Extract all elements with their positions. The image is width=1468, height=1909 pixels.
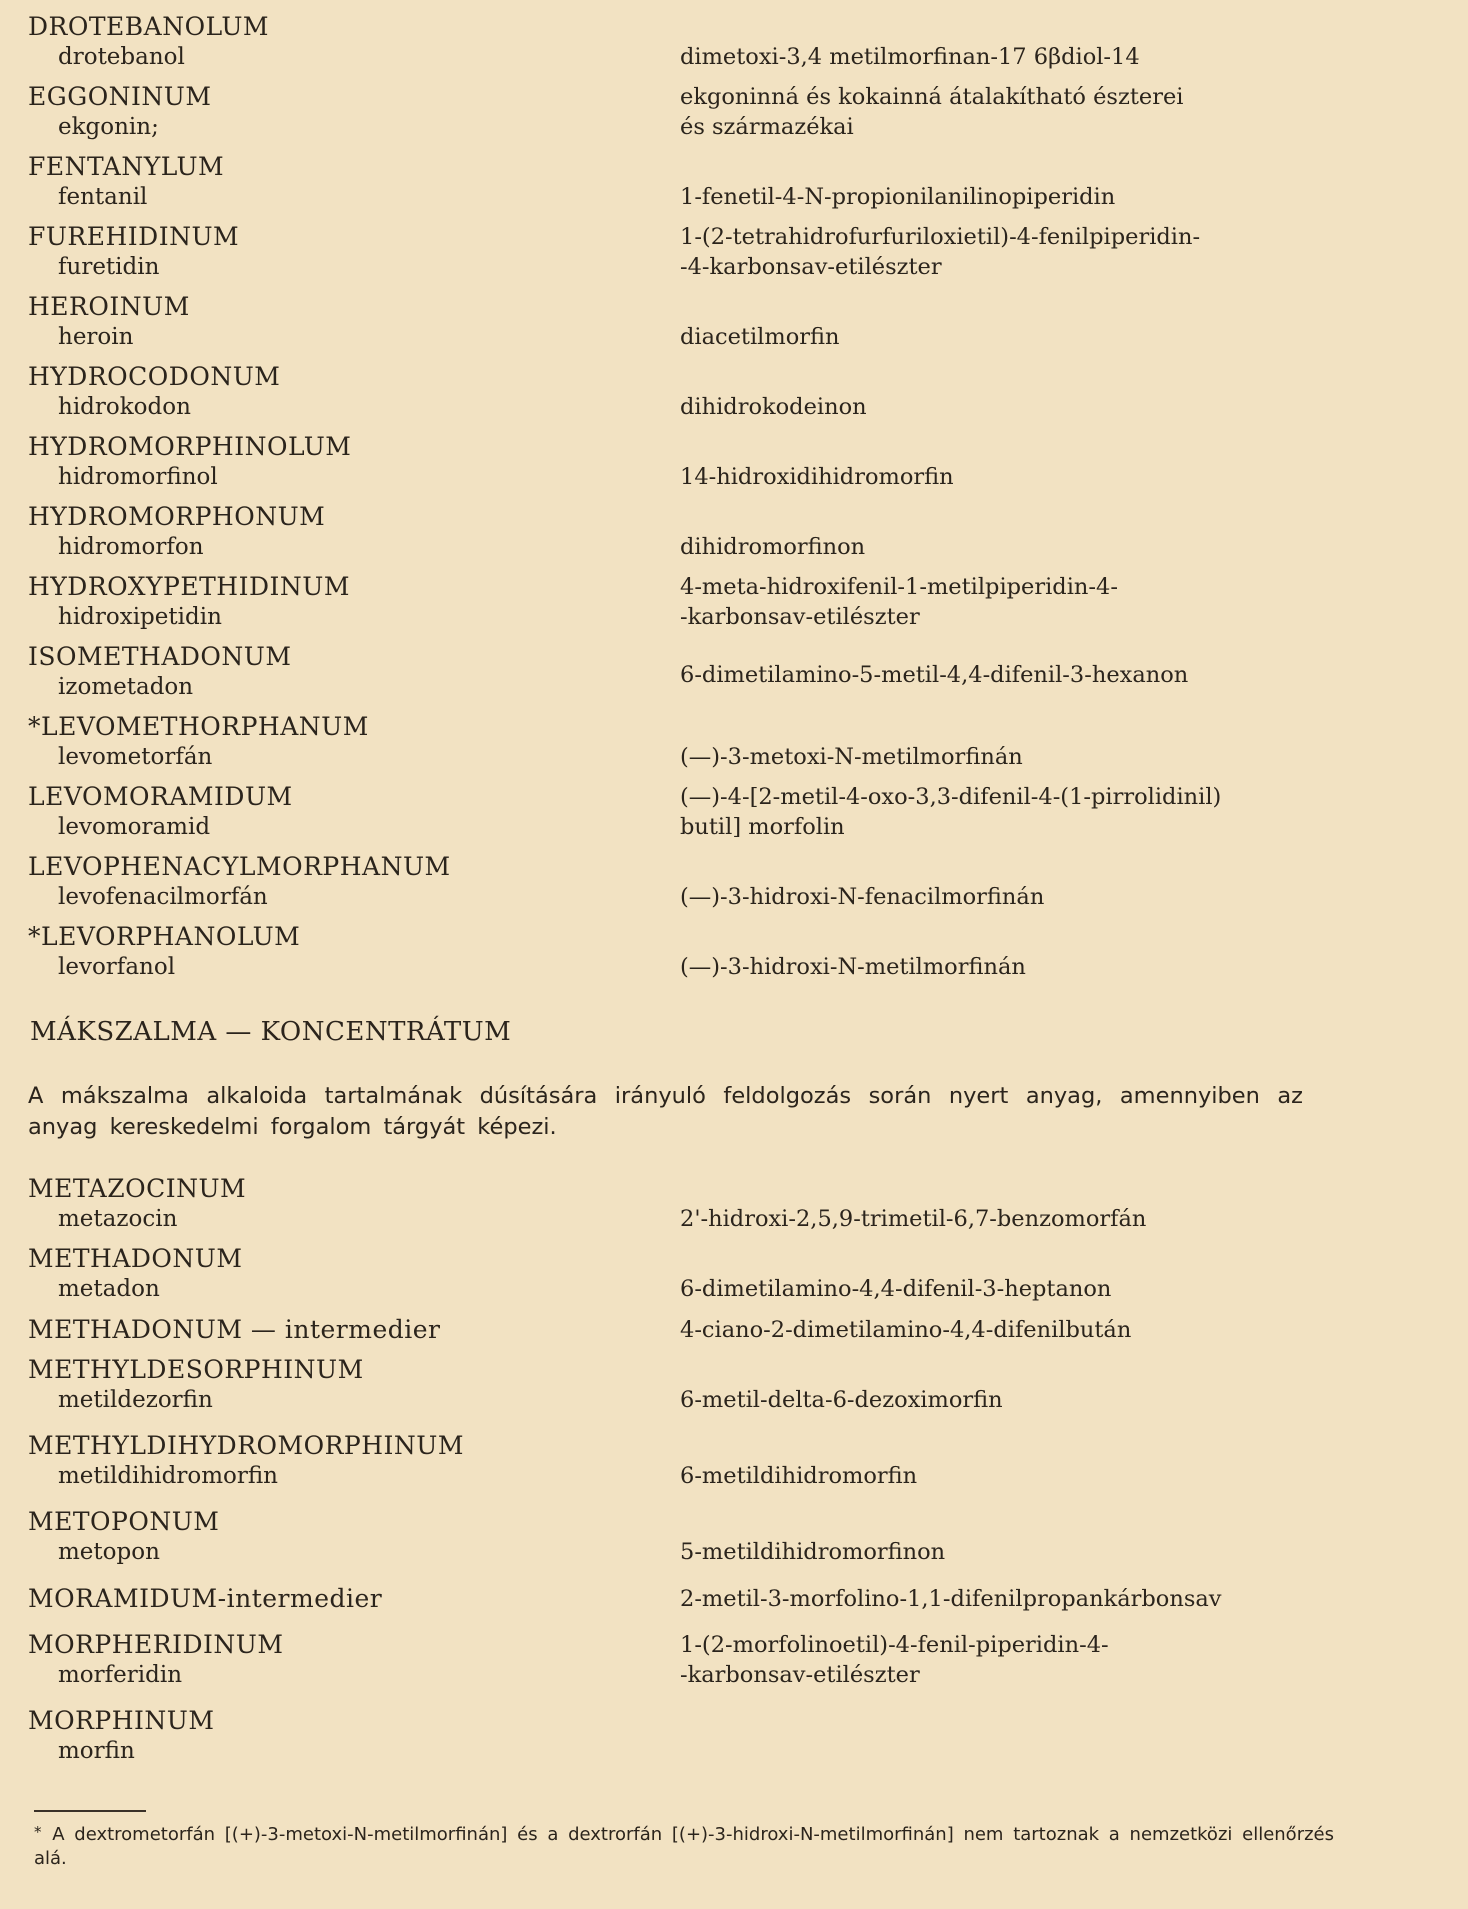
chemical-name: 14-hidroxidihidromorfin (680, 464, 954, 490)
chemical-name: diacetilmorfin (680, 324, 840, 350)
drug-entry (28, 12, 1428, 70)
latin-name: METHADONUM (28, 1244, 243, 1273)
drug-entry (28, 292, 1428, 350)
hungarian-name: hidromorfon (58, 534, 204, 560)
hungarian-name: metopon (58, 1539, 160, 1565)
chemical-name: dihidromorfinon (680, 534, 866, 560)
footnote-rule (34, 1810, 146, 1812)
latin-name: FUREHIDINUM (28, 222, 240, 251)
drug-entry (28, 1584, 1428, 1614)
drug-entry (28, 502, 1428, 560)
chemical-name: dimetoxi-3,4 metilmorfinan-17 6βdiol-14 (680, 44, 1140, 70)
hungarian-name: metildihidromorfin (58, 1463, 278, 1489)
drug-entry (28, 432, 1428, 490)
latin-name: LEVOPHENACYLMORPHANUM (28, 852, 451, 881)
latin-name: MORPHINUM (28, 1706, 215, 1735)
latin-name-text: METHADONUM — intermedier (28, 1315, 441, 1344)
hungarian-name: drotebanol (58, 44, 185, 70)
hungarian-name: metazocin (58, 1206, 178, 1232)
drug-entry (28, 1174, 1428, 1232)
latin-name: METAZOCINUM (28, 1174, 247, 1203)
latin-name: *LEVORPHANOLUM (28, 922, 301, 951)
drug-entry (28, 782, 1428, 840)
drug-entry (28, 1507, 1428, 1565)
chemical-name: 6-metil-delta-6-dezoximorfin (680, 1387, 1003, 1413)
latin-name: HYDROMORPHONUM (28, 502, 326, 531)
chemical-name: 1-fenetil-4-N-propionilanilinopiperidin (680, 184, 1116, 210)
latin-name: EGGONINUM (28, 82, 212, 111)
drug-entry (28, 1630, 1428, 1688)
latin-name: HEROINUM (28, 292, 190, 321)
drug-entry (28, 1355, 1428, 1413)
chemical-name: 2-metil-3-morfolino-1,1-difenilpropankárbonsav (680, 1586, 1222, 1612)
footnote-marker: * (34, 1823, 42, 1841)
chemical-name: 6-dimetilamino-4,4-difenil-3-heptanon (680, 1276, 1112, 1302)
chemical-name: ekgoninná és kokainná átalakítható észterei és származékai (680, 84, 1184, 140)
hungarian-name: levometorfán (58, 744, 213, 770)
chemical-name: 1-(2-morfolinoetil)-4-fenil-piperidin-4- -karbonsav-etilészter (680, 1632, 1109, 1688)
hungarian-name: morferidin (58, 1662, 183, 1688)
drug-entry (28, 642, 1428, 700)
hungarian-name: furetidin (58, 254, 160, 280)
chemical-name: 6-dimetilamino-5-metil-4,4-difenil-3-hexanon (680, 662, 1189, 688)
latin-name: HYDROXYPETHIDINUM (28, 572, 350, 601)
chemical-name: 6-metildihidromorfin (680, 1463, 918, 1489)
footnote-text: A dextrometorfán [(+)-3-metoxi-N-metilmorfinán] és a dextrorfán [(+)-3-hidroxi-N-metilmorfinán] nem tartoznak a nemzetközi ellenőrzés alá. (34, 1824, 1334, 1869)
chemical-name: 4-ciano-2-dimetilamino-4,4-difenilbután (680, 1317, 1132, 1343)
hungarian-name: levorfanol (58, 954, 176, 980)
hungarian-name: ekgonin; (58, 114, 159, 140)
chemical-name: dihidrokodeinon (680, 394, 867, 420)
drug-entry (28, 152, 1428, 210)
chemical-name: (—)-4-[2-metil-4-oxo-3,3-difenil-4-(1-pirrolidinil) butil] morfolin (680, 784, 1222, 840)
latin-name: METHYLDIHYDROMORPHINUM (28, 1431, 464, 1460)
chemical-name: (—)-3-hidroxi-N-fenacilmorfinán (680, 884, 1045, 910)
latin-name: HYDROCODONUM (28, 362, 281, 391)
hungarian-name: levofenacilmorfán (58, 884, 268, 910)
latin-name: LEVOMORAMIDUM (28, 782, 293, 811)
footnote (34, 1820, 1334, 1871)
drug-entry (28, 712, 1428, 770)
drug-entry (28, 1315, 1428, 1345)
latin-name: HYDROMORPHINOLUM (28, 432, 352, 461)
hungarian-name: levomoramid (58, 814, 211, 840)
hungarian-name: fentanil (58, 184, 148, 210)
section-title: MÁKSZALMA — KONCENTRÁTUM (30, 1017, 512, 1047)
latin-name: FENTANYLUM (28, 152, 225, 181)
drug-entry (28, 852, 1428, 910)
latin-name: METOPONUM (28, 1507, 220, 1536)
hungarian-name: hidroxipetidin (58, 604, 222, 630)
latin-name: *LEVOMETHORPHANUM (28, 712, 369, 741)
hungarian-name: hidromorfinol (58, 464, 218, 490)
hungarian-name: heroin (58, 324, 134, 350)
chemical-name: 1-(2-tetrahidrofurfuriloxietil)-4-fenilpiperidin- -4-karbonsav-etilészter (680, 224, 1201, 280)
drug-entry (28, 922, 1428, 980)
drug-entry (28, 1244, 1428, 1302)
drug-entry (28, 82, 1428, 140)
hungarian-name: metildezorfin (58, 1387, 213, 1413)
drug-entry (28, 362, 1428, 420)
hungarian-name: hidrokodon (58, 394, 191, 420)
latin-name: MORAMIDUM-intermedier (28, 1584, 383, 1613)
drug-entry (28, 222, 1428, 280)
latin-name: DROTEBANOLUM (28, 12, 269, 41)
chemical-name: 5-metildihidromorfinon (680, 1539, 946, 1565)
drug-entry (28, 1431, 1428, 1489)
section-paragraph: A mákszalma alkaloida tartalmának dúsítására irányuló feldolgozás során nyert anyag, amennyiben az anyag kereskedelmi forgalom tárgyát képezi. (28, 1083, 1303, 1140)
latin-name: ISOMETHADONUM (28, 642, 292, 671)
hungarian-name: morfin (58, 1738, 135, 1764)
chemical-name: (—)-3-hidroxi-N-metilmorfinán (680, 954, 1026, 980)
latin-name: METHYLDESORPHINUM (28, 1355, 364, 1384)
drug-entry (28, 572, 1428, 630)
latin-name: MORPHERIDINUM (28, 1630, 284, 1659)
chemical-name: (—)-3-metoxi-N-metilmorfinán (680, 744, 1023, 770)
chemical-name: 2'-hidroxi-2,5,9-trimetil-6,7-benzomorfán (680, 1206, 1147, 1232)
hungarian-name: metadon (58, 1276, 160, 1302)
chemical-name: 4-meta-hidroxifenil-1-metilpiperidin-4- -karbonsav-etilészter (680, 574, 1118, 630)
drug-entry (28, 1706, 1428, 1764)
hungarian-name: izometadon (58, 674, 194, 700)
